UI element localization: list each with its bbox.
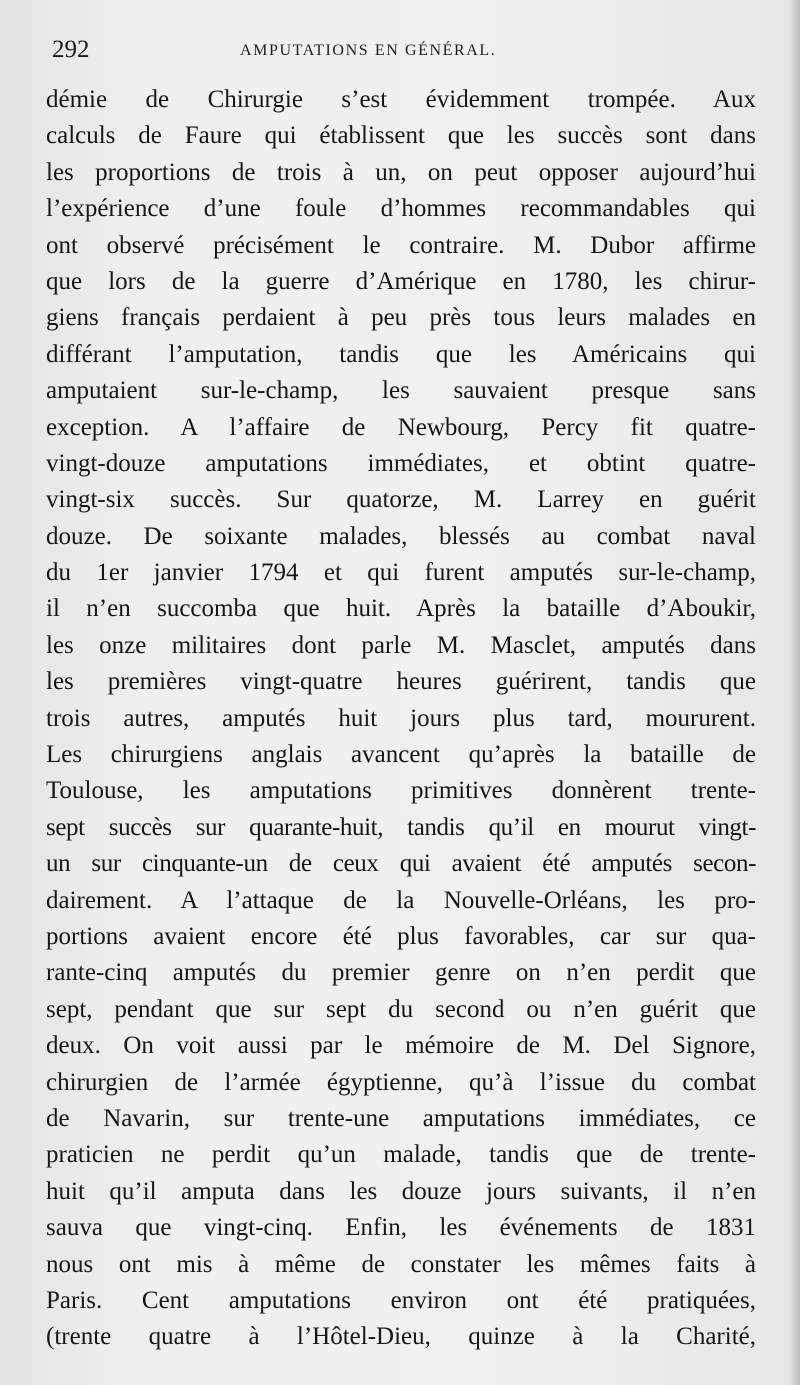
text-line: il n’en succomba que huit. Après la bataille d’Aboukir, bbox=[46, 595, 756, 623]
text-line: vingt-douze amputations immédiates, et obtint quatre- bbox=[46, 449, 756, 477]
text-line: les premières vingt-quatre heures guérirent, tandis que bbox=[46, 668, 756, 696]
text-line: Paris. Cent amputations environ ont été pratiquées, bbox=[46, 1286, 756, 1314]
page-header bbox=[50, 36, 750, 68]
text-line: rante-cinq amputés du premier genre on n’en perdit que bbox=[46, 959, 756, 987]
text-line: nous ont mis à même de constater les mêmes faits à bbox=[46, 1250, 756, 1278]
text-line: de Navarin, sur trente-une amputations immédiates, ce bbox=[46, 1104, 756, 1132]
text-line: trois autres, amputés huit jours plus tard, moururent. bbox=[46, 704, 756, 732]
running-title: AMPUTATIONS EN GÉNÉRAL. bbox=[240, 42, 497, 59]
text-line: sauva que vingt-cinq. Enfin, les événements de 1831 bbox=[46, 1214, 756, 1242]
text-line: l’expérience d’une foule d’hommes recommandables qui bbox=[46, 195, 756, 223]
text-line: deux. On voit aussi par le mémoire de M. Del Signore, bbox=[46, 1032, 756, 1060]
text-line: ont observé précisément le contraire. M. Dubor affirme bbox=[46, 231, 756, 259]
text-line: sept succès sur quarante-huit, tandis qu’il en mourut vingt- bbox=[46, 813, 756, 841]
text-line: un sur cinquante-un de ceux qui avaient été amputés secon- bbox=[46, 850, 756, 878]
page-number: 292 bbox=[52, 36, 90, 63]
text-line: chirurgien de l’armée égyptienne, qu’à l’issue du combat bbox=[46, 1068, 756, 1096]
text-line: sept, pendant que sur sept du second ou n’en guérit que bbox=[46, 995, 756, 1023]
body-text bbox=[46, 82, 756, 1356]
text-line: giens français perdaient à peu près tous leurs malades en bbox=[46, 304, 756, 332]
text-line: les proportions de trois à un, on peut opposer aujourd’hui bbox=[46, 158, 756, 186]
text-line: (trente quatre à l’Hôtel-Dieu, quinze à la Charité, bbox=[46, 1323, 756, 1351]
text-line: douze. De soixante malades, blessés au combat naval bbox=[46, 522, 756, 550]
text-line: exception. A l’affaire de Newbourg, Percy fit quatre- bbox=[46, 413, 756, 441]
page-edge-shadow bbox=[788, 0, 800, 1385]
text-line: vingt-six succès. Sur quatorze, M. Larrey en guérit bbox=[46, 486, 756, 514]
text-line: Toulouse, les amputations primitives donnèrent trente- bbox=[46, 777, 756, 805]
text-line: Les chirurgiens anglais avancent qu’après la bataille de bbox=[46, 741, 756, 769]
text-line: différant l’amputation, tandis que les Américains qui bbox=[46, 340, 756, 368]
text-line: dairement. A l’attaque de la Nouvelle-Orléans, les pro- bbox=[46, 886, 756, 914]
text-line: du 1er janvier 1794 et qui furent amputés sur-le-champ, bbox=[46, 559, 756, 587]
text-line: que lors de la guerre d’Amérique en 1780, les chirur- bbox=[46, 267, 756, 295]
text-line: démie de Chirurgie s’est évidemment trompée. Aux bbox=[46, 86, 756, 113]
text-line: portions avaient encore été plus favorables, car sur qua- bbox=[46, 922, 756, 950]
text-line: amputaient sur-le-champ, les sauvaient presque sans bbox=[46, 377, 756, 405]
text-line: calculs de Faure qui établissent que les succès sont dans bbox=[46, 122, 756, 150]
text-line: huit qu’il amputa dans les douze jours suivants, il n’en bbox=[46, 1177, 756, 1205]
text-line: les onze militaires dont parle M. Masclet, amputés dans bbox=[46, 631, 756, 659]
text-line: praticien ne perdit qu’un malade, tandis que de trente- bbox=[46, 1141, 756, 1169]
